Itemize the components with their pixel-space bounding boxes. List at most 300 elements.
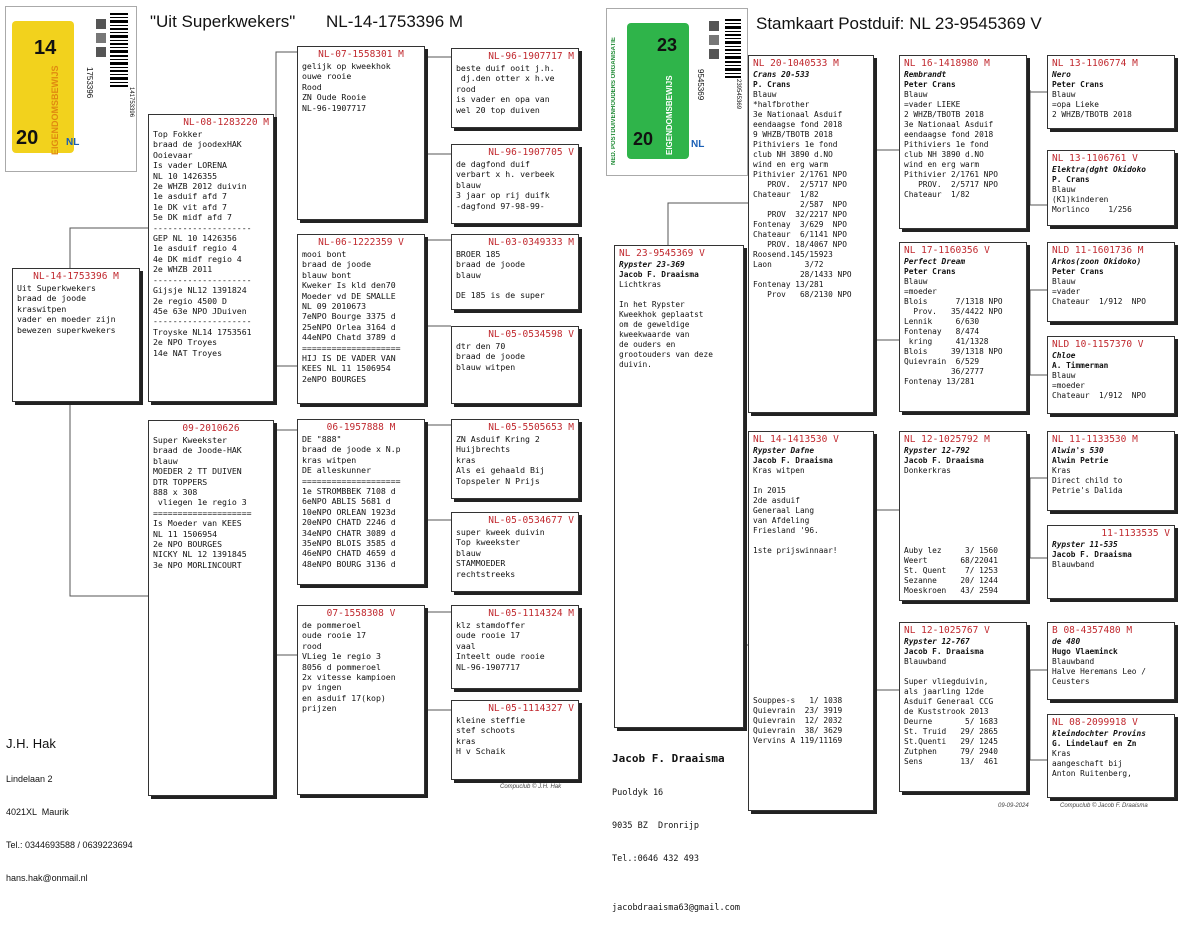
card-lines xyxy=(1052,165,1170,215)
card-line: Alwin's 530 xyxy=(1052,446,1104,455)
left-owner-block xyxy=(6,714,133,906)
card-line: 1e STROMBBEK 7108 d xyxy=(302,486,396,497)
card-line: de 480 xyxy=(1052,637,1081,646)
card-line: 2de asduif xyxy=(753,496,800,505)
card-line: Blauw xyxy=(753,90,777,99)
card-line: 2e WHZB 2011 xyxy=(153,264,213,275)
card-line: 3e Nationaal Asduif xyxy=(904,120,994,129)
card-line: 6eNPO ABLIS 5681 d xyxy=(302,496,391,507)
stamkaart-card-sire[interactable] xyxy=(748,55,874,413)
card-line: Vervins A 119/11169 xyxy=(753,736,843,745)
pedigree-card-g3d[interactable] xyxy=(451,326,579,404)
card-line: Is Moeder van KEES xyxy=(153,518,242,529)
card-line: braad de joodexHAK xyxy=(153,139,242,150)
left-owner-phone: Tel.: 0344693588 / 0639223694 xyxy=(6,840,133,850)
card-line: eendaagse fond 2018 xyxy=(904,130,994,139)
card-line: Chateaur 1/912 NPO xyxy=(1052,297,1146,306)
card-line: Rypster 11-535 xyxy=(1052,540,1118,549)
card-ring-number: 07-1558308 V xyxy=(326,608,396,619)
card-line: Asduif Generaal CCG xyxy=(904,697,994,706)
card-ring-number: NLD 11-1601736 M xyxy=(1052,245,1144,256)
card-line: Blauw xyxy=(904,277,928,286)
left-ring-number-vertical: 1753396 xyxy=(85,67,94,99)
card-line: In het Rypster xyxy=(619,300,685,309)
card-line: vliegen 1e regio 3 xyxy=(153,497,247,508)
card-lines xyxy=(302,61,420,113)
card-line: kraswitpen xyxy=(17,303,67,314)
card-line: 2 WHZB/TBOTB 2018 xyxy=(1052,110,1132,119)
card-line: blauw xyxy=(153,455,178,466)
card-line: braad de joode xyxy=(302,259,372,270)
card-line: Super Kweekster xyxy=(153,435,227,445)
card-line xyxy=(753,536,869,546)
card-line: Ooievaar xyxy=(153,149,193,160)
card-line: NICKY NL 12 1391845 xyxy=(153,549,247,560)
card-line: -------------------- xyxy=(153,274,252,285)
right-ring-year-b: 23 xyxy=(657,35,678,55)
card-line: 35eNPO BLOIS 3585 d xyxy=(302,538,396,549)
card-line: Prov. 35/4422 NPO xyxy=(904,307,1003,316)
stamkaart-card-dam-dam[interactable] xyxy=(899,622,1027,792)
card-line: ==================== xyxy=(153,507,252,518)
card-line: 3 jaar op rij duifk xyxy=(456,190,550,201)
card-lines xyxy=(753,446,869,746)
card-line: -dagfond 97-98-99- xyxy=(456,200,545,211)
card-line: vader en moeder zijn xyxy=(17,314,116,325)
left-ring-year-a: 20 xyxy=(16,127,39,149)
card-line: kras xyxy=(456,454,476,465)
stamkaart-card-g3f[interactable] xyxy=(1047,525,1175,599)
right-pedigree-page xyxy=(598,0,1191,913)
card-line: Ceusters xyxy=(1052,677,1090,686)
card-line: Kweker Is kld den70 xyxy=(302,280,396,291)
card-line: 25eNPO Orlea 3164 d xyxy=(302,321,396,332)
card-ring-number: B 08-4357480 M xyxy=(1052,625,1133,636)
card-line: super kweek duivin xyxy=(456,527,545,537)
card-line: Rypster Dafne xyxy=(753,446,815,455)
card-line: DE alleskunner xyxy=(302,465,372,476)
card-line: 4e DK midf regio 4 xyxy=(153,253,242,264)
card-line: 2x vitesse kampioen xyxy=(302,672,396,683)
card-line: Peter Crans xyxy=(1052,80,1104,89)
card-line: aangeschaft bij xyxy=(1052,759,1123,768)
card-line: St.Quenti 29/ 1245 xyxy=(904,737,998,746)
card-line: Blauw xyxy=(1052,277,1076,286)
card-line: pv ingen xyxy=(302,682,342,693)
card-line: Generaal Lang xyxy=(753,506,815,515)
card-line xyxy=(904,486,1022,496)
pedigree-card-dam-sire[interactable] xyxy=(297,419,425,585)
card-ring-number: NL-14-1753396 M xyxy=(33,271,119,282)
card-line: 9 WHZB/TBOTB 2018 xyxy=(753,130,833,139)
card-line: =vader xyxy=(1052,287,1081,296)
card-line: Morlinco 1/256 xyxy=(1052,205,1132,214)
card-line: en asduif 17(kop) xyxy=(302,692,386,703)
card-line: Fontenay 8/474 xyxy=(904,327,980,336)
card-line xyxy=(753,656,869,666)
card-line: 1e asduif afd 7 xyxy=(153,191,227,202)
card-line: 48eNPO BOURG 3136 d xyxy=(302,558,396,569)
card-line: Top kweekster xyxy=(456,537,521,548)
card-line xyxy=(753,566,869,576)
card-line xyxy=(753,636,869,646)
card-line: Kras witpen xyxy=(753,466,805,475)
card-line: DE "888" xyxy=(302,434,342,444)
card-line: 20eNPO CHATD 2246 d xyxy=(302,517,396,528)
card-line: *halfbrother xyxy=(753,100,810,109)
card-line: Peter Crans xyxy=(1052,267,1104,276)
card-ring-number: NL-08-1283220 M xyxy=(183,117,269,128)
card-line: de Kuststrook 2013 xyxy=(904,707,989,716)
card-line: P. Crans xyxy=(1052,175,1090,184)
card-lines xyxy=(456,249,574,301)
card-line: 28/1433 NPO xyxy=(753,270,852,279)
card-line: Hugo Vlaeminck xyxy=(1052,647,1118,656)
card-line: -------------------- xyxy=(153,222,252,233)
card-ring-number: NL-05-1114324 M xyxy=(488,608,574,619)
card-line xyxy=(753,666,869,676)
card-line: Blauwband xyxy=(1052,560,1095,569)
card-line: =moeder xyxy=(1052,381,1085,390)
card-line xyxy=(753,686,869,696)
card-line: oude rooie 17 xyxy=(456,630,521,641)
left-ring-number: NL-14-1753396 M xyxy=(326,12,464,31)
card-line: Weert 68/22041 xyxy=(904,556,998,565)
card-line xyxy=(904,506,1022,516)
card-line: Blauwband xyxy=(1052,657,1095,666)
pedigree-card-g3b[interactable] xyxy=(451,144,579,224)
card-line: Deurne 5/ 1683 xyxy=(904,717,998,726)
card-ring-number: 06-1957888 M xyxy=(326,422,396,433)
card-line: braad de Joode-HAK xyxy=(153,445,242,456)
card-line: PROV. 2/5717 NPO xyxy=(753,180,847,189)
card-lines xyxy=(456,63,574,115)
card-line: 46eNPO CHATD 4659 d xyxy=(302,548,396,559)
stamkaart-card-dam-sire[interactable] xyxy=(899,431,1027,601)
card-line: vaal xyxy=(456,640,476,651)
pedigree-card-g3f[interactable] xyxy=(451,512,579,592)
pedigree-card-dam-dam[interactable] xyxy=(297,605,425,795)
card-line: BROER 185 xyxy=(456,249,501,259)
card-line xyxy=(904,536,1022,546)
card-ring-number: NL-96-1907717 M xyxy=(488,51,574,62)
card-lines xyxy=(302,620,420,714)
card-line: kleindochter Provins xyxy=(1052,729,1146,738)
card-line: -------------------- xyxy=(153,316,252,327)
card-ring-number: NL 08-2099918 V xyxy=(1052,717,1138,728)
card-line: DTR TOPPERS xyxy=(153,476,208,487)
card-line: Top Fokker xyxy=(153,129,203,139)
card-line: duivin. xyxy=(619,360,652,369)
pedigree-card-g3h[interactable] xyxy=(451,700,579,780)
card-line: Fontenay 13/281 xyxy=(904,377,975,386)
card-line: Chateaur 1/82 xyxy=(904,190,970,199)
card-line: wel 20 top duiven xyxy=(456,104,540,115)
card-line: de dagfond duif xyxy=(456,159,530,169)
card-line: Quievrain 6/529 xyxy=(904,357,980,366)
card-lines xyxy=(456,620,574,672)
card-line: 2e NPO Troyes xyxy=(153,337,218,348)
left-ring-year-b: 14 xyxy=(34,37,57,59)
card-line: Lichtkras xyxy=(619,280,662,289)
card-ring-number: NLD 10-1157370 V xyxy=(1052,339,1144,350)
card-lines xyxy=(17,283,135,335)
card-line: 2 WHZB/TBOTB 2018 xyxy=(904,110,984,119)
card-ring-number: NL-05-0534598 V xyxy=(488,329,574,340)
card-ring-number: NL-06-1222359 V xyxy=(318,237,404,248)
card-line: 2e regio 4500 D xyxy=(153,295,227,306)
card-line xyxy=(753,626,869,636)
card-line: GEP NL 10 1426356 xyxy=(153,233,237,244)
card-line: wind en erg warm xyxy=(753,160,829,169)
card-line: Friesland '96. xyxy=(753,526,819,535)
card-line: Blois 39/1318 NPO xyxy=(904,347,1003,356)
card-line: ZN Asduif Kring 2 xyxy=(456,434,540,444)
right-ring-number-vertical: 9545369 xyxy=(696,69,705,101)
card-lines xyxy=(904,70,1022,200)
card-line: St. Quent 7/ 1253 xyxy=(904,566,998,575)
card-line: 1e DK vit afd 7 xyxy=(153,201,227,212)
card-line: NL 11 1506954 xyxy=(153,528,218,539)
card-ring-number: NL-96-1907705 V xyxy=(488,147,574,158)
card-line: Auby lez 3/ 1560 xyxy=(904,546,998,555)
card-line: H v Schaik xyxy=(456,746,506,757)
right-owner-name: Jacob F. Draaisma xyxy=(612,752,725,765)
pedigree-card-g3a[interactable] xyxy=(451,48,579,128)
card-ring-number: NL-05-1114327 V xyxy=(488,703,574,714)
card-ring-number: NL-03-0349333 M xyxy=(488,237,574,248)
card-line: Quievrain 23/ 3919 xyxy=(753,706,843,715)
card-line: Is vader LORENA xyxy=(153,160,227,171)
card-line: Chateaur 1/82 xyxy=(753,190,819,199)
card-line: =vader LIEKE xyxy=(904,100,961,109)
pedigree-card-sire[interactable] xyxy=(148,114,274,402)
card-line: beste duif ooit j.h. xyxy=(456,63,555,73)
card-line: ==================== xyxy=(302,475,401,486)
card-line: blauw xyxy=(456,179,481,190)
card-line: Pithiviers 1e fond xyxy=(753,140,838,149)
right-owner-email: jacobdraaisma63@gmail.com xyxy=(612,903,740,913)
card-line: de pommeroel xyxy=(302,620,362,630)
card-line: Kras xyxy=(1052,466,1071,475)
card-line xyxy=(904,526,1022,536)
card-lines xyxy=(1052,540,1170,570)
card-line: kleine steffie xyxy=(456,715,526,725)
stamkaart-card-dam[interactable] xyxy=(748,431,874,811)
card-line: Elektra(dght Okidoko xyxy=(1052,165,1146,174)
pedigree-card-sire-sire[interactable] xyxy=(297,46,425,220)
card-line: Perfect Dream xyxy=(904,257,966,266)
card-line: HIJ IS DE VADER VAN xyxy=(302,353,396,364)
card-line: Chateaur 6/1141 NPO xyxy=(753,230,847,239)
stamkaart-card-sire-sire[interactable] xyxy=(899,55,1027,229)
pedigree-card-sire-dam[interactable] xyxy=(297,234,425,404)
card-lines xyxy=(1052,446,1170,496)
card-line: Prov 68/2130 NPO xyxy=(753,290,852,299)
right-page-title: Stamkaart Postduif: NL 23-9545369 V xyxy=(756,14,1042,33)
card-lines xyxy=(1052,351,1170,401)
right-ring-country: NL xyxy=(691,139,705,150)
card-line: dj.den otter x h.ve xyxy=(456,73,555,84)
card-line: Rood xyxy=(302,81,322,92)
card-line: blauw xyxy=(456,269,481,280)
card-ring-number: NL-05-0534677 V xyxy=(488,515,574,526)
left-title-text: "Uit Superkwekers" xyxy=(150,12,296,31)
pedigree-card-g3e[interactable] xyxy=(451,419,579,499)
card-line: kras xyxy=(456,735,476,746)
card-line: Pithivier 2/1761 NPO xyxy=(753,170,847,179)
stamkaart-card-g3d[interactable] xyxy=(1047,336,1175,414)
card-lines xyxy=(153,129,269,358)
card-line: P. Crans xyxy=(753,80,791,89)
right-credit: Compuclub © Jacob F. Draaisma xyxy=(1060,803,1148,809)
card-line: Inteelt oude rooie xyxy=(456,651,545,662)
card-line: Petrie's Dalida xyxy=(1052,486,1123,495)
card-line: Chateaur 1/912 NPO xyxy=(1052,391,1146,400)
card-line: wind en erg warm xyxy=(904,160,980,169)
card-ring-number: NL 12-1025792 M xyxy=(904,434,990,445)
card-line: A. Timmerman xyxy=(1052,361,1109,370)
card-ring-number: NL-07-1558301 M xyxy=(318,49,404,60)
left-owner-name: J.H. Hak xyxy=(6,736,56,751)
card-line: 10eNPO ORLEAN 1923d xyxy=(302,506,396,517)
stamkaart-card-g3h[interactable] xyxy=(1047,714,1175,798)
stamkaart-card-g3b[interactable] xyxy=(1047,150,1175,226)
card-line: ZN Oude Rooie xyxy=(302,92,367,103)
card-line: Quievrain 12/ 2032 xyxy=(753,716,843,725)
right-ring-org: NED. POSTDUIVENHOUDERS ORGANISATIE xyxy=(611,37,617,165)
card-lines xyxy=(753,70,869,300)
stamkaart-card-g3a[interactable] xyxy=(1047,55,1175,129)
card-line: Sens 13/ 461 xyxy=(904,757,998,766)
card-line: 5e DK midf afd 7 xyxy=(153,212,232,223)
card-line: Rypster 12-767 xyxy=(904,637,970,646)
card-line: Moeskroen 43/ 2594 xyxy=(904,586,998,595)
card-line: om de geweldige xyxy=(619,320,690,329)
pedigree-card-g3g[interactable] xyxy=(451,605,579,689)
left-ring-label: EIGENDOMSBEWIJS xyxy=(50,65,60,155)
card-ring-number: NL 12-1025767 V xyxy=(904,625,990,636)
card-line: Jacob F. Draaisma xyxy=(619,270,699,279)
card-ring-number: NL 13-1106774 M xyxy=(1052,58,1138,69)
card-line: Jacob F. Draaisma xyxy=(753,456,833,465)
card-line xyxy=(904,496,1022,506)
pedigree-card-g3c[interactable] xyxy=(451,234,579,310)
left-owner-city: 4021XL Maurik xyxy=(6,807,69,817)
card-line: rood xyxy=(456,83,476,94)
card-line: mooi bont xyxy=(302,249,347,259)
card-line: 2e WHZB 2012 duivin xyxy=(153,181,247,192)
card-line xyxy=(619,290,739,300)
card-line: 3e NPO MORLINCOURT xyxy=(153,559,242,570)
card-lines xyxy=(456,434,574,486)
card-line: braad de joode xyxy=(17,293,87,304)
card-line: Roosend.145/15923 xyxy=(753,250,833,259)
card-line: Blauw xyxy=(1052,371,1076,380)
card-line xyxy=(904,476,1022,486)
card-line: verbart x h. verbeek xyxy=(456,169,555,180)
card-ring-number: NL 20-1040533 M xyxy=(753,58,839,69)
card-ring-number: NL-05-5505653 M xyxy=(488,422,574,433)
card-line: dtr den 70 xyxy=(456,341,506,351)
card-line: NL-96-1907717 xyxy=(302,102,367,113)
card-lines xyxy=(456,527,574,579)
right-ring-year-a: 20 xyxy=(633,129,654,149)
stamkaart-card-sire-dam[interactable] xyxy=(899,242,1027,412)
card-lines xyxy=(1052,637,1170,687)
card-line: G. Lindelauf en Zn xyxy=(1052,739,1137,748)
card-line: braad de joode xyxy=(456,351,526,362)
card-lines xyxy=(904,257,1022,387)
card-line xyxy=(904,667,1022,677)
stamkaart-card-subject[interactable] xyxy=(614,245,744,728)
card-line: bewezen superkwekers xyxy=(17,324,116,335)
card-ring-number: NL 13-1106761 V xyxy=(1052,153,1138,164)
card-line: klz stamdoffer xyxy=(456,620,526,630)
card-line: Fontenay 3/629 NPO xyxy=(753,220,847,229)
card-line: DE 185 is de super xyxy=(456,290,545,301)
card-line: ==================== xyxy=(302,342,401,353)
card-line: de ouders en xyxy=(619,340,676,349)
card-line: kweekwaarde van xyxy=(619,330,690,339)
card-lines xyxy=(1052,257,1170,307)
card-ring-number: NL 17-1160356 V xyxy=(904,245,990,256)
card-line: blauw xyxy=(456,547,481,558)
card-line: Blauw xyxy=(1052,90,1076,99)
card-line: ouwe rooie xyxy=(302,71,352,82)
card-line: MOEDER 2 TT DUIVEN xyxy=(153,466,242,477)
stamkaart-card-g3e[interactable] xyxy=(1047,431,1175,511)
card-line: 1ste prijswinnaar! xyxy=(753,546,838,555)
card-line: oude rooie 17 xyxy=(302,630,367,641)
card-line: 14e NAT Troyes xyxy=(153,347,223,358)
card-line: gelijk op kweekhok xyxy=(302,61,391,71)
card-line xyxy=(753,616,869,626)
card-line: Peter Crans xyxy=(904,80,956,89)
card-line: St. Truid 29/ 2865 xyxy=(904,727,998,736)
card-line: braad de joode x N.p xyxy=(302,444,401,455)
pedigree-card-dam[interactable] xyxy=(148,420,274,796)
card-ring-number: NL 14-1413530 V xyxy=(753,434,839,445)
stamkaart-card-g3g[interactable] xyxy=(1047,622,1175,700)
stamkaart-card-g3c[interactable] xyxy=(1047,242,1175,322)
card-line xyxy=(753,596,869,606)
card-line: als jaarling 12de xyxy=(904,687,984,696)
card-line xyxy=(753,606,869,616)
card-line: Jacob F. Draaisma xyxy=(1052,550,1132,559)
card-line xyxy=(753,586,869,596)
card-ring-number: 11-1133535 V xyxy=(1101,528,1170,539)
card-ring-number: 09-2010626 xyxy=(182,423,240,434)
card-line: kras witpen xyxy=(302,454,357,465)
card-line: Topspeler N Prijs xyxy=(456,475,540,486)
card-line: Fontenay 13/281 xyxy=(753,280,824,289)
card-line: rechtstreeks xyxy=(456,568,516,579)
card-line xyxy=(753,676,869,686)
card-line: Sezanne 20/ 1244 xyxy=(904,576,998,585)
right-ring-barcode-number: 239545369 xyxy=(735,79,741,110)
card-line: Huijbrechts xyxy=(456,444,511,455)
left-owner-address: Lindelaan 2 xyxy=(6,774,53,784)
card-line: VLieg 1e regio 3 xyxy=(302,651,381,662)
card-line: Alwin Petrie xyxy=(1052,456,1109,465)
card-line: Pithivier 2/1761 NPO xyxy=(904,170,998,179)
pedigree-card-subject[interactable] xyxy=(12,268,140,402)
card-lines xyxy=(619,260,739,370)
card-line: prijzen xyxy=(302,703,337,714)
card-line: 2/587 NPO xyxy=(753,200,847,209)
card-line: Moeder vd DE SMALLE xyxy=(302,290,396,301)
